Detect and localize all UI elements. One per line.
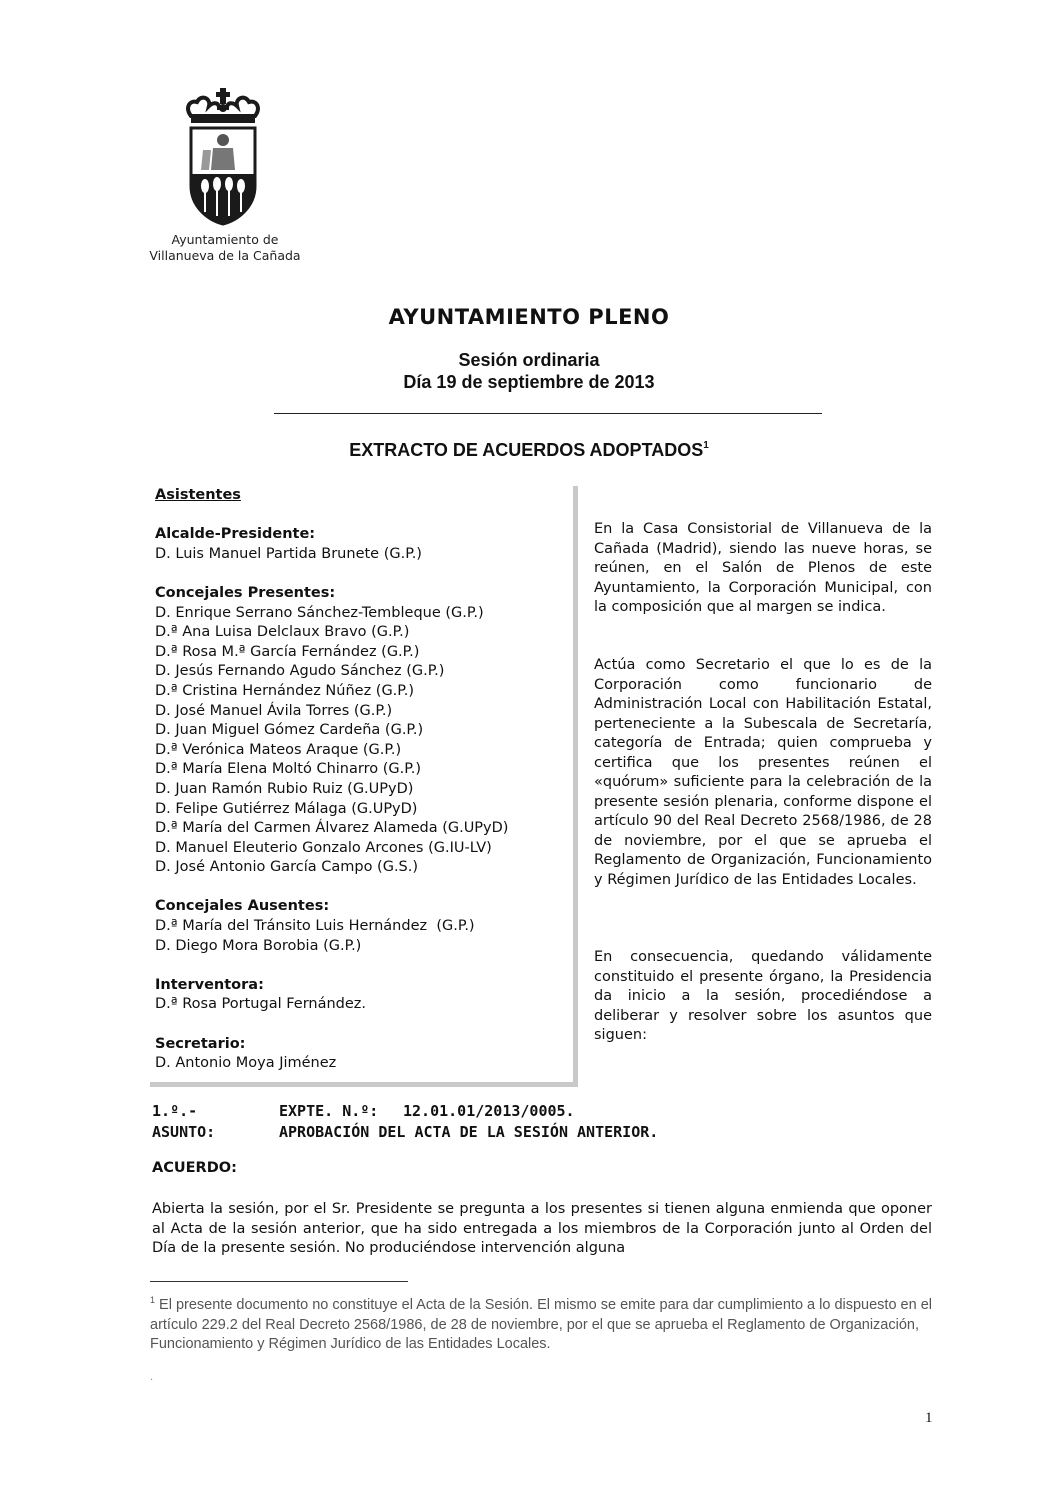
absent-councillor: D. Diego Mora Borobia (G.P.) <box>155 937 362 954</box>
present-councillor: D. Jesús Fernando Agudo Sánchez (G.P.) <box>155 663 445 680</box>
session-date: Día 19 de septiembre de 2013 <box>403 372 655 392</box>
footnote-reference[interactable]: 1 <box>703 440 709 451</box>
title-divider <box>274 413 822 414</box>
present-councillor: D. José Antonio García Campo (G.S.) <box>155 859 419 876</box>
intro-paragraph: En la Casa Consistorial de Villanueva de la Cañada (Madrid), siendo las nueve horas, se reúnen, en el Salón de Plenos de este Ayuntamiento, la Corporación Municipal, con la composición que al margen se indica. <box>594 521 932 615</box>
subject-label: ASUNTO: <box>152 1123 216 1141</box>
absent-councillor: D.ª María del Tránsito Luis Hernández (G.P.) <box>155 918 475 935</box>
attendees-heading: Asistentes <box>155 487 241 503</box>
auditor-name: D.ª Rosa Portugal Fernández. <box>155 996 367 1013</box>
present-councillor: D. Juan Ramón Rubio Ruiz (G.UPyD) <box>155 780 414 797</box>
secretary-label: Secretario: <box>155 1035 246 1052</box>
intro-paragraph: Actúa como Secretario el que lo es de la Corporación como funcionario de Administración Local con Habilitación Estatal, perteneciente a la Subescala de Secretaría, categoría de Entrada; quien comprueba y certifica que los presentes reúnen el «quórum» suficiente para la celebración de la presente sesión plenaria, conforme dispone el artículo 90 del Real Decreto 2568/1986, de 28 de noviembre, por el que se aprueba el Reglamento de Organización, Funcionamiento y Régimen Jurídico de las Entidades Locales. <box>594 657 932 888</box>
footnote-mark: . <box>150 1372 154 1383</box>
agreement-label: ACUERDO: <box>152 1160 237 1176</box>
logo-caption-line1: Ayuntamiento de <box>171 232 279 247</box>
present-label: Concejales Presentes: <box>155 584 336 601</box>
expte-label: EXPTE. N.º: <box>279 1102 379 1120</box>
intro-paragraph: En consecuencia, quedando válidamente constituido el presente órgano, la Presidencia da inicio a la sesión, procediéndose a deliberar y resolver sobre los asuntos que siguen: <box>594 949 932 1043</box>
expte-number: 12.01.01/2013/0005. <box>403 1102 575 1120</box>
present-councillor: D. José Manuel Ávila Torres (G.P.) <box>155 702 393 719</box>
footnote <box>150 1291 932 1355</box>
page-number: 1 <box>925 1410 933 1426</box>
agreement-text: Abierta la sesión, por el Sr. Presidente se pregunta a los presentes si tienen alguna enmienda que oponer al Acta de la sesión anterior, que ha sido entregada a los miembros de la Corporación junto al Orden del Día de la presente sesión. No produciéndose intervención alguna <box>152 1201 932 1256</box>
present-councillor: D.ª María Elena Moltó Chinarro (G.P.) <box>155 761 421 778</box>
present-councillor: D.ª Cristina Hernández Núñez (G.P.) <box>155 682 415 699</box>
present-councillor: D.ª Ana Luisa Delclaux Bravo (G.P.) <box>155 624 410 641</box>
extract-title-text: EXTRACTO DE ACUERDOS ADOPTADOS <box>349 440 704 460</box>
mayor-label: Alcalde-Presidente: <box>155 526 316 543</box>
logo-caption-line2: Villanueva de la Cañada <box>149 248 301 263</box>
session-type: Sesión ordinaria <box>458 350 600 370</box>
present-councillor: D. Enrique Serrano Sánchez-Tembleque (G.P.) <box>155 604 484 621</box>
present-councillor: D. Juan Miguel Gómez Cardeña (G.P.) <box>155 722 424 739</box>
attendees-list <box>155 486 575 1074</box>
secretary-name: D. Antonio Moya Jiménez <box>155 1055 337 1072</box>
footnote-number: 1 <box>150 1295 156 1305</box>
item-number: 1.º.- <box>152 1102 198 1120</box>
auditor-label: Interventora: <box>155 976 264 993</box>
footnote-divider <box>150 1281 408 1282</box>
coat-of-arms-icon <box>183 86 263 226</box>
present-councillor: D. Felipe Gutiérrez Málaga (G.UPyD) <box>155 800 418 817</box>
document-title: AYUNTAMIENTO PLENO <box>388 305 670 329</box>
absent-label: Concejales Ausentes: <box>155 898 330 915</box>
footnote-text: El presente documento no constituye el Acta de la Sesión. El mismo se emite para dar cumplimiento a lo dispuesto en el artículo 229.2 del Real Decreto 2568/1986, de 28 de noviembre, por el que se aprueba el Reglamento de Organización, Funcionamiento y Régimen Jurídico de las Entidades Locales. <box>150 1297 932 1352</box>
present-councillor: D.ª Rosa M.ª García Fernández (G.P.) <box>155 643 420 660</box>
mayor-name: D. Luis Manuel Partida Brunete (G.P.) <box>155 545 422 562</box>
subject-text: APROBACIÓN DEL ACTA DE LA SESIÓN ANTERIOR. <box>279 1123 659 1141</box>
extract-title <box>0 440 1058 461</box>
present-councillor: D.ª María del Carmen Álvarez Alameda (G.UPyD) <box>155 820 509 837</box>
attendees-box-shadow-bottom <box>150 1082 578 1087</box>
present-councillor: D.ª Verónica Mateos Araque (G.P.) <box>155 741 402 758</box>
present-councillor: D. Manuel Eleuterio Gonzalo Arcones (G.IU-LV) <box>155 839 492 856</box>
